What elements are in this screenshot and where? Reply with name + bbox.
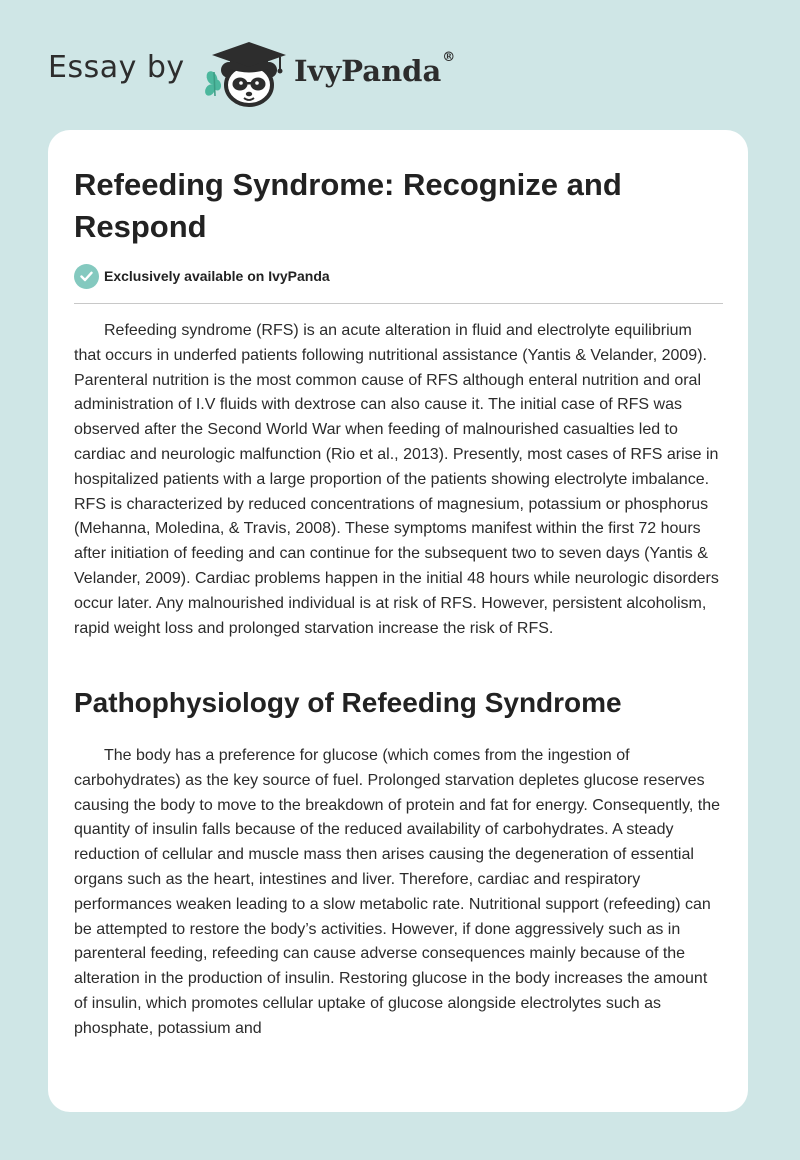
body-paragraph: Refeeding syndrome (RFS) is an acute alteration in fluid and electrolyte equilibrium that occurs in underfed patients following nutritional assistance (Yantis & Velander, 2009). Parenteral nutrition is the most common cause of RFS although enteral nutrition and oral administration of I.V fluids with dextrose can also cause it. The initial case of RFS was observed after the Second World War when feeding of malnourished casualties led to cardiac and neurologic malfunction (Rio et al., 2013). Presently, most cases of RFS arise in hospitalized patients with a large proportion of the patients showing electrolyte imbalance. RFS is characterized by reduced concentrations of magnesium, potassium or phosphorus (Mehanna, Moledina, & Travis, 2008). These symptoms manifest within the first 72 hours after initiation of feeding and can continue for the subsequent two to seven days (Yantis & Velander, 2009). Cardiac problems happen in the initial 48 hours while neurologic disorders occur later. Any malnourished individual is at risk of RFS. However, persistent alcoholism, rapid weight loss and prolonged starvation increase the risk of RFS. bbox=[74, 322, 719, 637]
section-heading: Pathophysiology of Refeeding Syndrome bbox=[74, 687, 622, 718]
registered-mark: ® bbox=[442, 50, 456, 65]
brand-name-text: IvyPanda bbox=[294, 54, 442, 88]
brand-name[interactable] bbox=[294, 50, 456, 88]
essay-by-label: Essay by bbox=[48, 50, 185, 85]
site-header bbox=[0, 0, 800, 130]
article-title: Refeeding Syndrome: Recognize and Respond bbox=[74, 167, 622, 244]
article-card bbox=[48, 130, 748, 1112]
exclusive-badge bbox=[74, 263, 330, 289]
exclusive-label: Exclusively available on IvyPanda bbox=[104, 268, 330, 284]
title-divider bbox=[74, 303, 723, 304]
panda-graduate-logo-icon[interactable] bbox=[200, 38, 292, 108]
checkmark-icon bbox=[74, 264, 99, 289]
body-paragraph: The body has a preference for glucose (which comes from the ingestion of carbohydrates) as the key source of fuel. Prolonged starvation depletes glucose reserves causing the body to move to the breakdown of protein and fat for energy. Consequently, the quantity of insulin falls because of the reduced availability of carbohydrates. A steady reduction of cellular and muscle mass then arises causing the degeneration of essential organs such as the heart, intestines and liver. Therefore, cardiac and respiratory performances weaken leading to a slow metabolic rate. Nutritional support (refeeding) can be attempted to restore the body’s activities. However, if done aggressively such as in parenteral feeding, refeeding can cause adverse consequences mainly because of the alteration in the production of insulin. Restoring glucose in the body increases the amount of insulin, which promotes cellular uptake of glucose alongside electrolytes such as phosphate, potassium and bbox=[74, 747, 721, 1037]
